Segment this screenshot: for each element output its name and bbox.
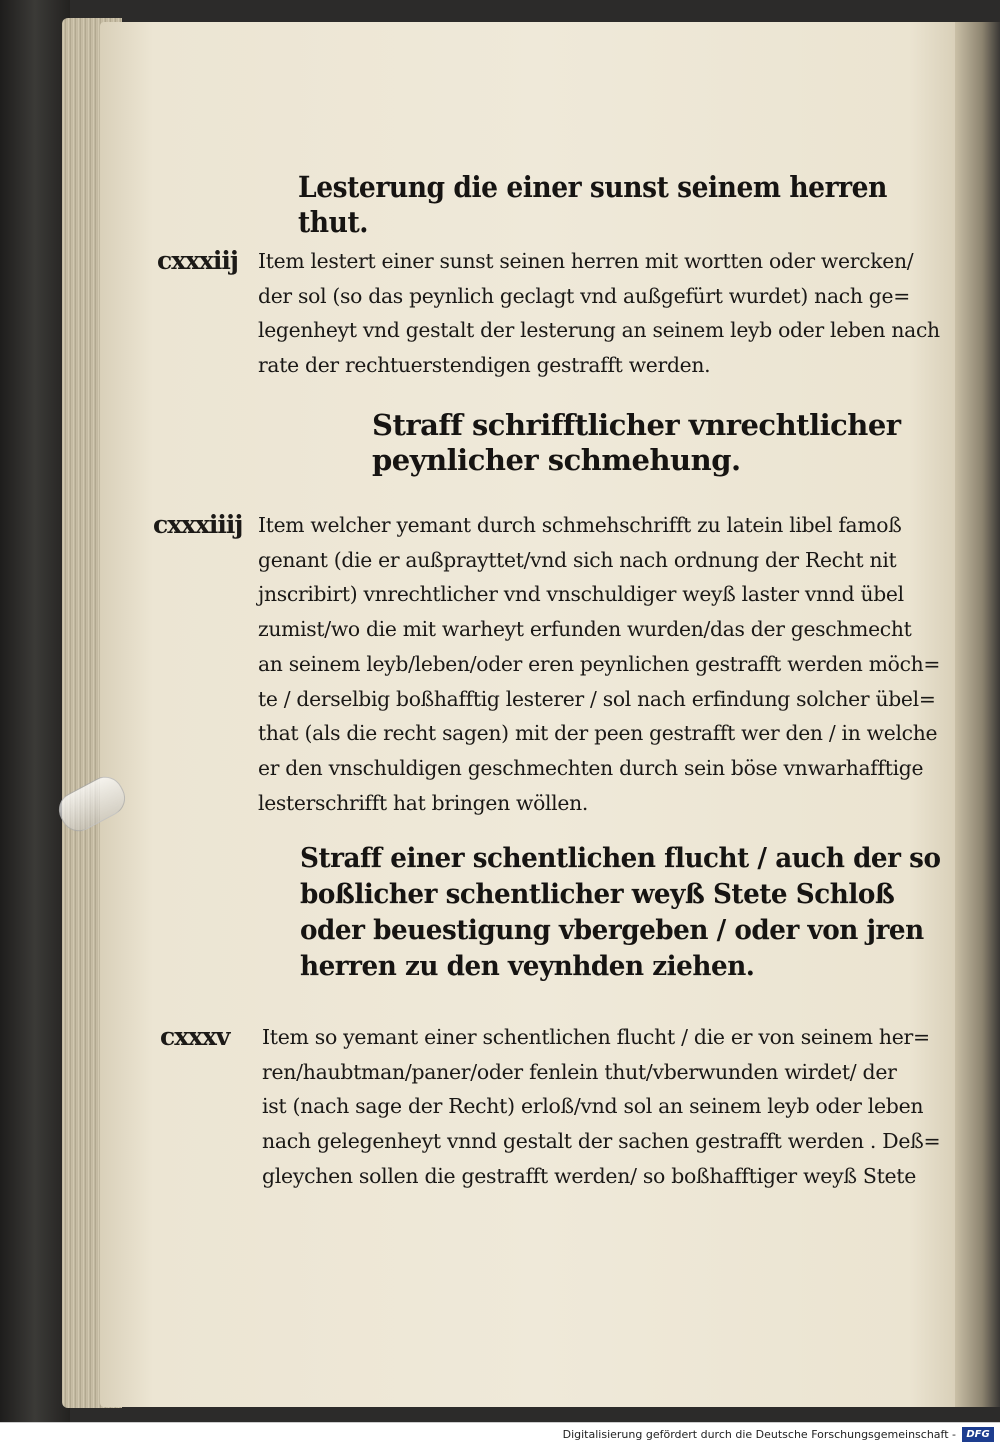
text-line: te / derselbig boßhafftig lesterer / sol nach erfindung solcher übel= xyxy=(258,686,936,711)
text-line: that (als die recht sagen) mit der peen gestrafft wer den / in welche xyxy=(258,721,938,746)
text-line: Item welcher yemant durch schmehschrifft zu latein libel famoß xyxy=(258,513,902,537)
paragraph-134 xyxy=(258,508,940,820)
text-line: gleychen sollen die gestrafft werden/ so boßhafftiger weyß Stete xyxy=(262,1163,917,1188)
marginal-number-133: cxxxiij xyxy=(157,246,238,275)
footer-bar xyxy=(0,1422,1000,1448)
text-line: Item lestert einer sunst seinen herren mit wortten oder wercken/ xyxy=(258,249,914,273)
heading-line: Straff schrifftlicher vnrechtlicher xyxy=(372,408,901,442)
heading-line: boßlicher schentlicher weyß Stete Schloß xyxy=(300,878,895,910)
heading-line: oder beuestigung vbergeben / oder von jren xyxy=(300,914,924,946)
heading-straff-flucht xyxy=(300,840,940,984)
text-line: lesterschrifft hat bringen wöllen. xyxy=(258,790,589,815)
paragraph-133 xyxy=(258,244,940,383)
heading-straff-schmehung xyxy=(372,408,901,479)
book-gutter xyxy=(955,22,1000,1407)
text-line: legenheyt vnd gestalt der lesterung an seinem leyb oder leben nach xyxy=(258,318,940,343)
text-line: Item so yemant einer schentlichen flucht / die er von seinem her= xyxy=(262,1025,930,1049)
funding-notice: Digitalisierung gefördert durch die Deutsche Forschungsgemeinschaft - xyxy=(562,1428,956,1441)
text-line: ren/haubtman/paner/oder fenlein thut/vberwunden wirdet/ der xyxy=(262,1059,897,1084)
heading-lesterung: Lesterung die einer sunst seinem herren thut. xyxy=(298,170,887,240)
dfg-logo: DFG xyxy=(962,1427,994,1442)
text-line: nach gelegenheyt vnnd gestalt der sachen gestrafft werden . Deß= xyxy=(262,1129,941,1154)
text-line: genant (die er außprayttet/vnd sich nach ordnung der Recht nit xyxy=(258,547,897,572)
marginal-number-134: cxxxiiij xyxy=(153,510,243,539)
heading-line: Straff einer schentlichen flucht / auch der so xyxy=(300,842,941,874)
marginal-number-135: cxxxv xyxy=(160,1022,230,1051)
paragraph-135 xyxy=(262,1020,940,1194)
text-line: zumist/wo die mit warheyt erfunden wurden/das der geschmecht xyxy=(258,617,912,642)
text-line: ist (nach sage der Recht) erloß/vnd sol an seinem leyb oder leben xyxy=(262,1094,924,1119)
text-line: der sol (so das peynlich geclagt vnd außgefürt wurdet) nach ge= xyxy=(258,283,910,308)
text-line: er den vnschuldigen geschmechten durch sein böse vnwarhafftige xyxy=(258,755,924,780)
text-line: jnscribirt) vnrechtlicher vnd vnschuldiger weyß laster vnnd übel xyxy=(258,582,904,607)
text-line: an seinem leyb/leben/oder eren peynlichen gestrafft werden möch= xyxy=(258,651,941,676)
heading-line: peynlicher schmehung. xyxy=(372,443,741,478)
text-line: rate der rechtuerstendigen gestrafft werden. xyxy=(258,353,711,378)
book-cover xyxy=(0,0,70,1422)
heading-line: herren zu den veynhden ziehen. xyxy=(300,950,755,982)
